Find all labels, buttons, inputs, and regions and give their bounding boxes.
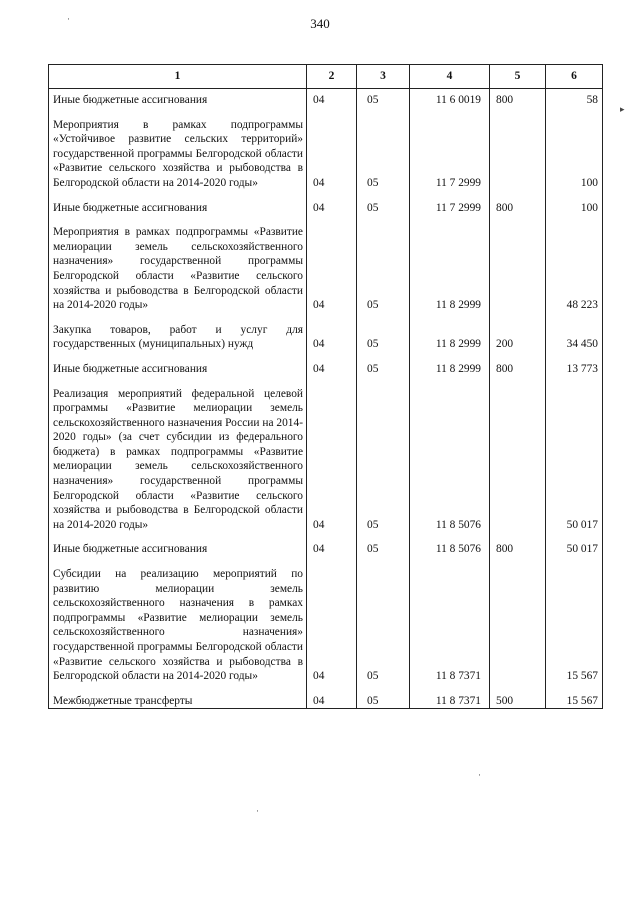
spacer-cell — [49, 191, 307, 201]
spacer-cell — [307, 557, 357, 567]
row-target-article: 11 8 2999 — [410, 362, 490, 377]
spacer-cell — [546, 532, 603, 542]
row-subsection-code: 05 — [357, 567, 410, 684]
spacer-cell — [546, 313, 603, 323]
spacer-cell — [490, 684, 546, 694]
spacer-cell — [357, 215, 410, 225]
row-spacer — [49, 532, 603, 542]
spacer-cell — [410, 377, 490, 387]
row-expense-type: 500 — [490, 694, 546, 709]
scan-speck: · — [256, 806, 259, 816]
spacer-cell — [410, 313, 490, 323]
row-amount: 50 017 — [546, 542, 603, 557]
row-description — [49, 694, 307, 709]
spacer-cell — [410, 108, 490, 118]
row-subsection-code: 05 — [357, 694, 410, 709]
row-target-article: 11 8 2999 — [410, 323, 490, 352]
row-description — [49, 362, 307, 377]
spacer-cell — [307, 532, 357, 542]
table-row — [49, 542, 603, 557]
row-target-article: 11 8 5076 — [410, 542, 490, 557]
spacer-cell — [490, 377, 546, 387]
row-description — [49, 323, 307, 352]
row-expense-type: 200 — [490, 323, 546, 352]
row-spacer — [49, 557, 603, 567]
row-description-text: Реализация мероприятий федеральной целевой программы «Развитие мелиорации земель сельскохозяйственного назначения России на 2014-2020 годы» (за счет субсидии из федерального бюджета) в рамках подпрограммы «Развитие мелиорации земель сельскохозяйственного назначения» государственной программы Белгородской области «Развитие сельского хозяйства и рыбоводства в Белгородской области на 2014-2020 годы» — [53, 387, 303, 531]
table-row — [49, 118, 603, 191]
row-section-code: 04 — [307, 694, 357, 709]
spacer-cell — [410, 532, 490, 542]
header-row — [49, 65, 603, 89]
row-amount: 15 567 — [546, 567, 603, 684]
spacer-cell — [357, 191, 410, 201]
spacer-cell — [490, 108, 546, 118]
row-spacer — [49, 108, 603, 118]
row-description — [49, 225, 307, 313]
spacer-cell — [307, 215, 357, 225]
table-row — [49, 89, 603, 108]
col-header-6: 6 — [546, 65, 603, 89]
row-section-code: 04 — [307, 567, 357, 684]
spacer-cell — [357, 108, 410, 118]
spacer-cell — [49, 215, 307, 225]
row-section-code: 04 — [307, 323, 357, 352]
row-target-article: 11 7 2999 — [410, 201, 490, 216]
row-description-text: Иные бюджетные ассигнования — [53, 201, 208, 214]
spacer-cell — [546, 108, 603, 118]
row-target-article: 11 8 5076 — [410, 387, 490, 533]
row-subsection-code: 05 — [357, 362, 410, 377]
spacer-cell — [546, 684, 603, 694]
spacer-cell — [546, 352, 603, 362]
spacer-cell — [307, 377, 357, 387]
row-expense-type — [490, 387, 546, 533]
row-description — [49, 201, 307, 216]
row-section-code: 04 — [307, 362, 357, 377]
col-header-5: 5 — [490, 65, 546, 89]
spacer-cell — [357, 684, 410, 694]
table-row — [49, 387, 603, 533]
spacer-cell — [307, 108, 357, 118]
table-row — [49, 567, 603, 684]
spacer-cell — [410, 191, 490, 201]
row-description-text: Мероприятия в рамках подпрограммы «Развитие мелиорации земель сельскохозяйственного назначения» государственной программы Белгородской области «Развитие сельского хозяйства и рыбоводства в Белгородской области на 2014-2020 годы» — [53, 226, 303, 312]
spacer-cell — [357, 377, 410, 387]
row-expense-type: 800 — [490, 89, 546, 108]
spacer-cell — [49, 352, 307, 362]
row-subsection-code: 05 — [357, 542, 410, 557]
spacer-cell — [49, 684, 307, 694]
spacer-cell — [49, 108, 307, 118]
row-spacer — [49, 313, 603, 323]
row-target-article: 11 8 7371 — [410, 694, 490, 709]
spacer-cell — [490, 557, 546, 567]
row-spacer — [49, 377, 603, 387]
spacer-cell — [357, 557, 410, 567]
row-amount: 15 567 — [546, 694, 603, 709]
row-target-article: 11 8 2999 — [410, 225, 490, 313]
spacer-cell — [410, 215, 490, 225]
spacer-cell — [490, 215, 546, 225]
row-amount: 34 450 — [546, 323, 603, 352]
row-amount: 100 — [546, 118, 603, 191]
row-expense-type — [490, 118, 546, 191]
scan-speck: ▸ — [620, 104, 625, 114]
table-row — [49, 323, 603, 352]
row-section-code: 04 — [307, 387, 357, 533]
col-header-4: 4 — [410, 65, 490, 89]
row-subsection-code: 05 — [357, 323, 410, 352]
spacer-cell — [49, 377, 307, 387]
scan-speck: · — [478, 770, 481, 780]
row-section-code: 04 — [307, 118, 357, 191]
spacer-cell — [357, 352, 410, 362]
spacer-cell — [410, 352, 490, 362]
row-description — [49, 118, 307, 191]
spacer-cell — [546, 557, 603, 567]
row-target-article: 11 6 0019 — [410, 89, 490, 108]
row-expense-type — [490, 225, 546, 313]
spacer-cell — [410, 557, 490, 567]
row-amount: 48 223 — [546, 225, 603, 313]
row-amount: 50 017 — [546, 387, 603, 533]
col-header-1: 1 — [49, 65, 307, 89]
spacer-cell — [410, 684, 490, 694]
row-spacer — [49, 684, 603, 694]
spacer-cell — [307, 191, 357, 201]
table-row — [49, 362, 603, 377]
page-number: 340 — [310, 16, 330, 31]
row-description — [49, 567, 307, 684]
spacer-cell — [357, 313, 410, 323]
spacer-cell — [490, 191, 546, 201]
row-description-text: Межбюджетные трансферты — [53, 694, 193, 707]
row-expense-type: 800 — [490, 362, 546, 377]
spacer-cell — [49, 532, 307, 542]
row-section-code: 04 — [307, 89, 357, 108]
row-expense-type: 800 — [490, 542, 546, 557]
table-row — [49, 201, 603, 216]
row-amount: 13 773 — [546, 362, 603, 377]
spacer-cell — [546, 191, 603, 201]
row-description-text: Закупка товаров, работ и услуг для государственных (муниципальных) нужд — [53, 323, 303, 351]
row-description-text: Субсидии на реализацию мероприятий по развитию мелиорации земель сельскохозяйственного назначения в рамках подпрограммы «Развитие мелиорации земель сельскохозяйственного назначения» государственной программы Белгородской области «Развитие сельского хозяйства и рыбоводства в Белгородской области на 2014-2020 годы» — [53, 568, 303, 683]
row-expense-type: 800 — [490, 201, 546, 216]
row-section-code: 04 — [307, 201, 357, 216]
row-subsection-code: 05 — [357, 201, 410, 216]
row-subsection-code: 05 — [357, 387, 410, 533]
row-description-text: Иные бюджетные ассигнования — [53, 543, 208, 556]
row-amount: 100 — [546, 201, 603, 216]
row-spacer — [49, 352, 603, 362]
scan-speck: · — [67, 14, 70, 24]
row-description-text: Иные бюджетные ассигнования — [53, 362, 208, 375]
row-description-text: Иные бюджетные ассигнования — [53, 94, 208, 106]
col-header-3: 3 — [357, 65, 410, 89]
spacer-cell — [49, 313, 307, 323]
row-target-article: 11 8 7371 — [410, 567, 490, 684]
budget-table — [48, 64, 603, 709]
spacer-cell — [490, 352, 546, 362]
row-spacer — [49, 215, 603, 225]
spacer-cell — [490, 532, 546, 542]
row-description-text: Мероприятия в рамках подпрограммы «Устойчивое развитие сельских территорий» государственной программы Белгородской области «Развитие сельского хозяйства и рыбоводства в Белгородской области на 2014-2020 годы» — [53, 118, 303, 189]
row-amount: 58 — [546, 89, 603, 108]
spacer-cell — [49, 557, 307, 567]
col-header-2: 2 — [307, 65, 357, 89]
spacer-cell — [307, 352, 357, 362]
spacer-cell — [546, 215, 603, 225]
row-description — [49, 387, 307, 533]
row-description — [49, 542, 307, 557]
table-row — [49, 694, 603, 709]
row-section-code: 04 — [307, 542, 357, 557]
row-spacer — [49, 191, 603, 201]
row-subsection-code: 05 — [357, 225, 410, 313]
row-subsection-code: 05 — [357, 118, 410, 191]
spacer-cell — [307, 684, 357, 694]
table-body — [49, 89, 603, 709]
spacer-cell — [307, 313, 357, 323]
spacer-cell — [546, 377, 603, 387]
row-expense-type — [490, 567, 546, 684]
row-subsection-code: 05 — [357, 89, 410, 108]
spacer-cell — [490, 313, 546, 323]
spacer-cell — [357, 532, 410, 542]
row-section-code: 04 — [307, 225, 357, 313]
row-target-article: 11 7 2999 — [410, 118, 490, 191]
row-description — [49, 89, 307, 108]
table-row — [49, 225, 603, 313]
